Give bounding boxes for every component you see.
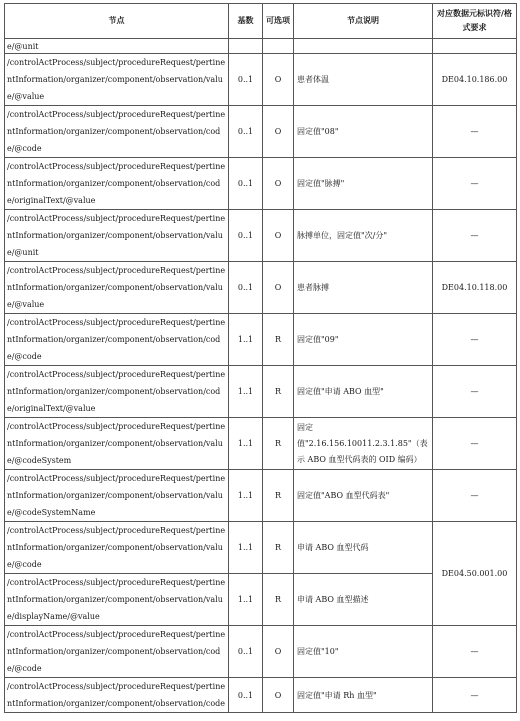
node-path-cell: /controlActProcess/subject/procedureRequest/pertinentInformation/organizer/component/observation/code/@code — [5, 626, 229, 678]
header-cardinality: 基数 — [229, 4, 263, 39]
element-id-cell: DE04.10.118.00 — [433, 262, 517, 314]
cardinality-cell: 0..1 — [229, 106, 263, 158]
optional-cell: O — [263, 54, 294, 106]
table-row — [5, 210, 517, 262]
table-row — [5, 470, 517, 522]
header-element-id: 对应数据元标识符/格式要求 — [433, 4, 517, 39]
node-path-cell: /controlActProcess/subject/procedureRequest/pertinentInformation/organizer/component/observation/value/@value — [5, 262, 229, 314]
element-id-cell: — — [433, 106, 517, 158]
node-path-cell: /controlActProcess/subject/procedureRequest/pertinentInformation/organizer/component/observation/code/@code — [5, 314, 229, 366]
element-id-cell: DE04.50.001.00 — [433, 522, 517, 626]
optional-cell: R — [263, 366, 294, 418]
optional-cell: O — [263, 210, 294, 262]
optional-cell: O — [263, 626, 294, 678]
table-row — [5, 314, 517, 366]
cardinality-cell: 1..1 — [229, 522, 263, 574]
cardinality-cell: 0..1 — [229, 54, 263, 106]
table-row — [5, 158, 517, 210]
table-row — [5, 522, 517, 574]
description-cell — [294, 39, 433, 54]
header-node: 节点 — [5, 4, 229, 39]
cardinality-cell: 0..1 — [229, 626, 263, 678]
node-path-cell: /controlActProcess/subject/procedureRequest/pertinentInformation/organizer/component/observation/code — [5, 678, 229, 713]
node-path-cell: /controlActProcess/subject/procedureRequest/pertinentInformation/organizer/component/observation/value/displayName/@value — [5, 574, 229, 626]
optional-cell — [263, 39, 294, 54]
node-path-cell: /controlActProcess/subject/procedureRequest/pertinentInformation/organizer/component/observation/code/originalText/@value — [5, 158, 229, 210]
element-id-cell: — — [433, 470, 517, 522]
element-id-cell: DE04.10.186.00 — [433, 54, 517, 106]
optional-cell: R — [263, 574, 294, 626]
description-cell: 患者脉搏 — [294, 262, 433, 314]
node-path-cell: /controlActProcess/subject/procedureRequest/pertinentInformation/organizer/component/observation/value/@code — [5, 522, 229, 574]
node-path-cell: e/@unit — [5, 39, 229, 54]
cardinality-cell: 0..1 — [229, 210, 263, 262]
table-row — [5, 39, 517, 54]
cardinality-cell — [229, 39, 263, 54]
header-description: 节点说明 — [294, 4, 433, 39]
element-id-cell: — — [433, 314, 517, 366]
cardinality-cell: 0..1 — [229, 262, 263, 314]
table-row — [5, 626, 517, 678]
cardinality-cell: 1..1 — [229, 470, 263, 522]
table-row — [5, 54, 517, 106]
optional-cell: O — [263, 262, 294, 314]
description-cell: 固定值"申请 ABO 血型" — [294, 366, 433, 418]
element-id-cell: — — [433, 210, 517, 262]
description-cell: 固定值"2.16.156.10011.2.3.1.85"（表示 ABO 血型代码表的 OID 编码） — [294, 418, 433, 470]
node-path-cell: /controlActProcess/subject/procedureRequest/pertinentInformation/organizer/component/observation/value/@unit — [5, 210, 229, 262]
element-id-cell: — — [433, 678, 517, 713]
table-row — [5, 262, 517, 314]
node-path-cell: /controlActProcess/subject/procedureRequest/pertinentInformation/organizer/component/observation/code/originalText/@value — [5, 366, 229, 418]
description-cell: 固定值"申请 Rh 血型" — [294, 678, 433, 713]
description-cell: 固定值"08" — [294, 106, 433, 158]
cardinality-cell: 1..1 — [229, 574, 263, 626]
description-cell: 脉搏单位，固定值"次/分" — [294, 210, 433, 262]
description-cell: 申请 ABO 血型代码 — [294, 522, 433, 574]
description-cell: 申请 ABO 血型描述 — [294, 574, 433, 626]
description-cell: 固定值"ABO 血型代码表" — [294, 470, 433, 522]
optional-cell: R — [263, 418, 294, 470]
node-path-cell: /controlActProcess/subject/procedureRequest/pertinentInformation/organizer/component/observation/value/@codeSystemName — [5, 470, 229, 522]
element-id-cell: — — [433, 158, 517, 210]
description-cell: 固定值"09" — [294, 314, 433, 366]
element-id-cell: — — [433, 626, 517, 678]
document-page — [4, 3, 516, 713]
node-path-cell: /controlActProcess/subject/procedureRequest/pertinentInformation/organizer/component/observation/value/@value — [5, 54, 229, 106]
node-path-cell: /controlActProcess/subject/procedureRequest/pertinentInformation/organizer/component/observation/code/@code — [5, 106, 229, 158]
description-cell: 患者体温 — [294, 54, 433, 106]
cardinality-cell: 0..1 — [229, 678, 263, 713]
node-path-cell: /controlActProcess/subject/procedureRequest/pertinentInformation/organizer/component/observation/value/@codeSystem — [5, 418, 229, 470]
optional-cell: O — [263, 678, 294, 713]
table-row — [5, 678, 517, 713]
cardinality-cell: 1..1 — [229, 366, 263, 418]
element-id-cell: — — [433, 366, 517, 418]
optional-cell: O — [263, 158, 294, 210]
table-header-row — [5, 4, 517, 39]
element-id-cell — [433, 39, 517, 54]
optional-cell: R — [263, 314, 294, 366]
cardinality-cell: 1..1 — [229, 314, 263, 366]
cardinality-cell: 1..1 — [229, 418, 263, 470]
element-id-cell: — — [433, 418, 517, 470]
table-row — [5, 418, 517, 470]
optional-cell: O — [263, 106, 294, 158]
cardinality-cell: 0..1 — [229, 158, 263, 210]
table-row — [5, 106, 517, 158]
node-definition-table — [4, 3, 517, 713]
optional-cell: R — [263, 470, 294, 522]
description-cell: 固定值"10" — [294, 626, 433, 678]
description-cell: 固定值"脉搏" — [294, 158, 433, 210]
table-row — [5, 366, 517, 418]
optional-cell: R — [263, 522, 294, 574]
header-optional: 可选项 — [263, 4, 294, 39]
